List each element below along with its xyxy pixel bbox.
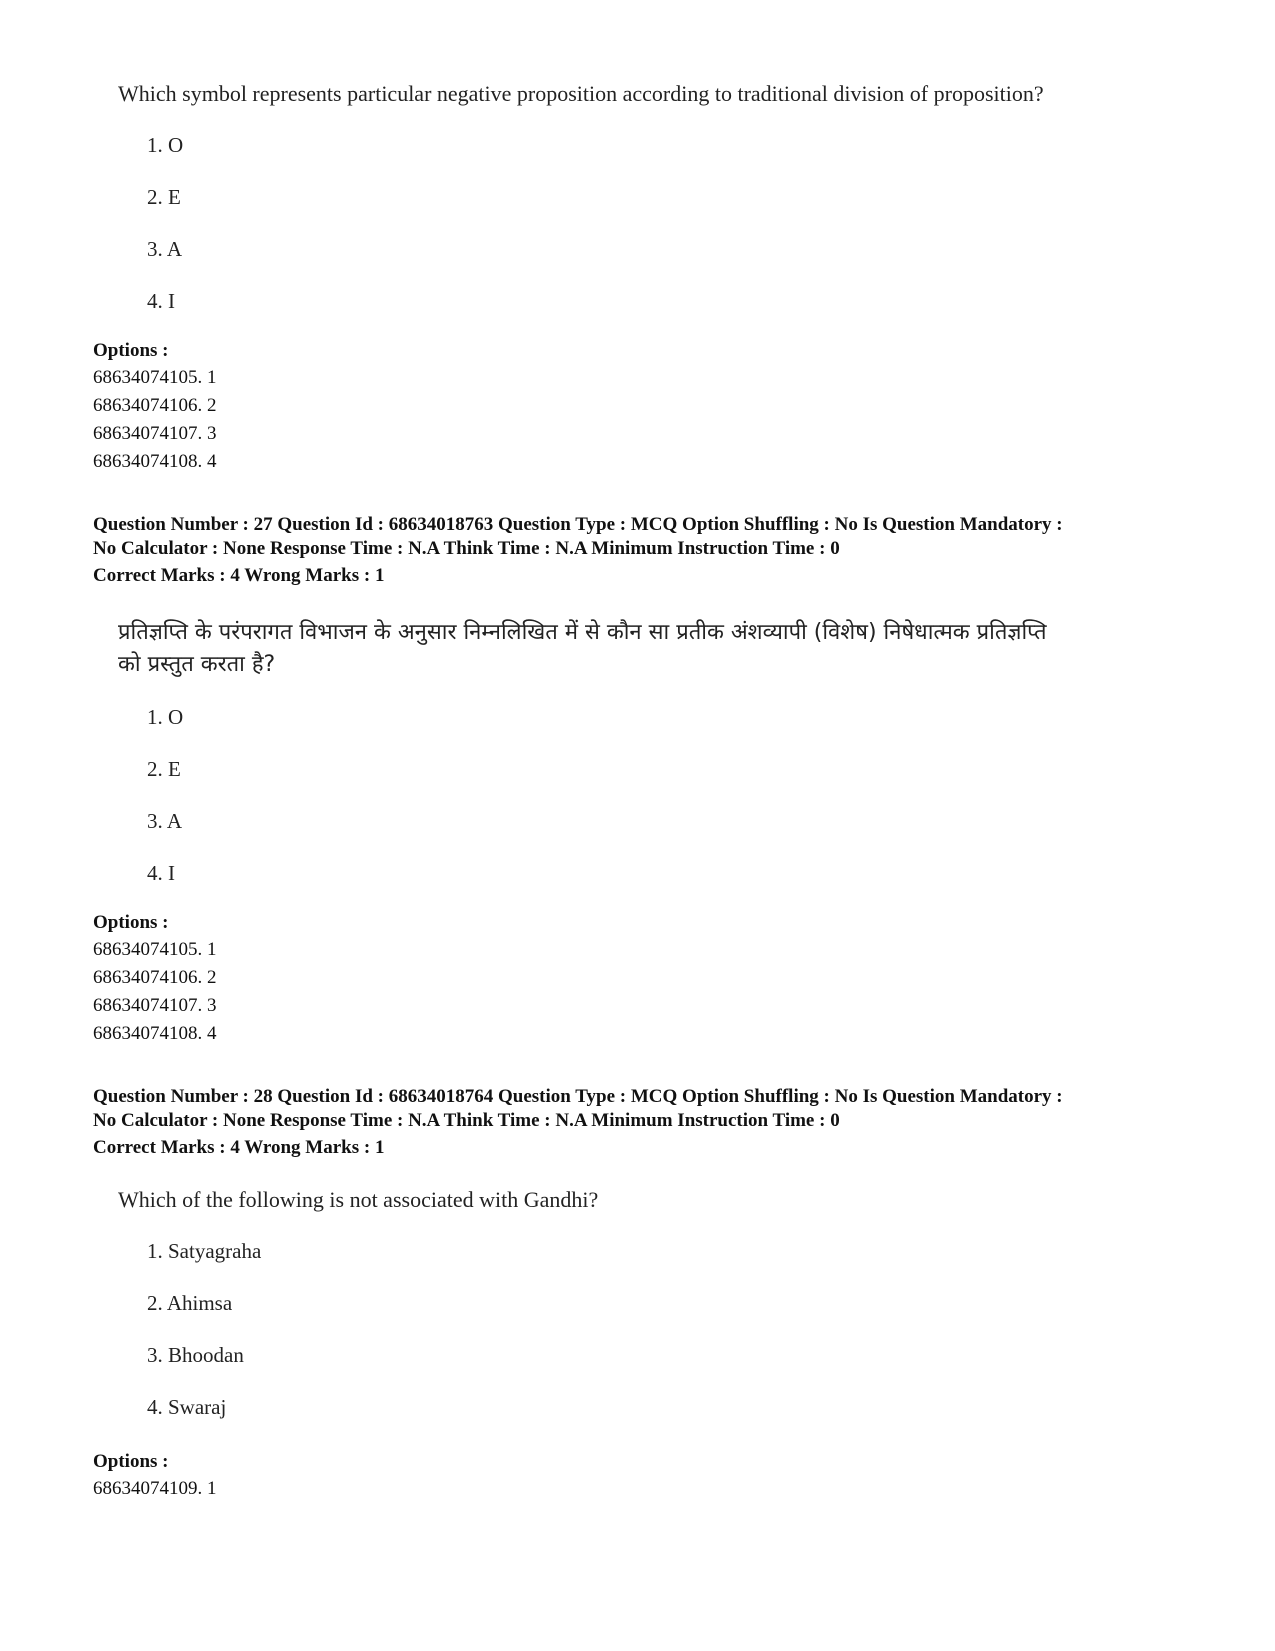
options-label: Options : (93, 340, 169, 361)
option-line: 68634074107. 3 (93, 995, 217, 1016)
question-text-line: प्रतिज्ञप्ति के परंपरागत विभाजन के अनुसार निम्नलिखित में से कौन सा प्रतीक अंशव्यापी (विशेष) निषेधात्मक प्रतिज्ञप्ति (118, 620, 1047, 645)
choice-item: 3. A (147, 237, 183, 261)
question-meta-line: No Calculator : None Response Time : N.A Think Time : N.A Minimum Instruction Time : 0 (93, 538, 840, 559)
question-meta-line: Question Number : 27 Question Id : 68634018763 Question Type : MCQ Option Shuffling : No Is Question Mandatory : (93, 514, 1063, 535)
option-line: 68634074108. 4 (93, 451, 217, 472)
marks-line: Correct Marks : 4 Wrong Marks : 1 (93, 565, 385, 586)
option-line: 68634074107. 3 (93, 423, 217, 444)
option-line: 68634074106. 2 (93, 967, 217, 988)
question-text: Which symbol represents particular negative proposition according to traditional division of proposition? (118, 81, 1044, 106)
choice-item: 2. Ahimsa (147, 1291, 233, 1315)
question-text-line: को प्रस्तुत करता है? (118, 652, 276, 677)
choice-item: 1. Satyagraha (147, 1239, 262, 1263)
question-meta (93, 513, 1213, 561)
option-line: 68634074106. 2 (93, 395, 217, 416)
options-label: Options : (93, 1451, 169, 1472)
choice-item: 4. I (147, 289, 175, 313)
option-line: 68634074108. 4 (93, 1023, 217, 1044)
choice-item: 2. E (147, 185, 181, 209)
question-meta-line: Question Number : 28 Question Id : 68634018764 Question Type : MCQ Option Shuffling : No Is Question Mandatory : (93, 1086, 1063, 1107)
choice-item: 1. O (147, 133, 184, 157)
choice-item: 4. Swaraj (147, 1395, 227, 1419)
question-text (118, 617, 1178, 681)
option-line: 68634074105. 1 (93, 939, 217, 960)
choice-item: 3. Bhoodan (147, 1343, 244, 1367)
question-meta-line: No Calculator : None Response Time : N.A Think Time : N.A Minimum Instruction Time : 0 (93, 1110, 840, 1131)
choice-item: 4. I (147, 861, 175, 885)
marks-line: Correct Marks : 4 Wrong Marks : 1 (93, 1137, 385, 1158)
question-meta (93, 1085, 1213, 1133)
choice-item: 3. A (147, 809, 183, 833)
options-label: Options : (93, 912, 169, 933)
option-line: 68634074109. 1 (93, 1478, 217, 1499)
option-line: 68634074105. 1 (93, 367, 217, 388)
question-text: Which of the following is not associated with Gandhi? (118, 1187, 599, 1212)
choice-item: 2. E (147, 757, 181, 781)
choice-item: 1. O (147, 705, 184, 729)
